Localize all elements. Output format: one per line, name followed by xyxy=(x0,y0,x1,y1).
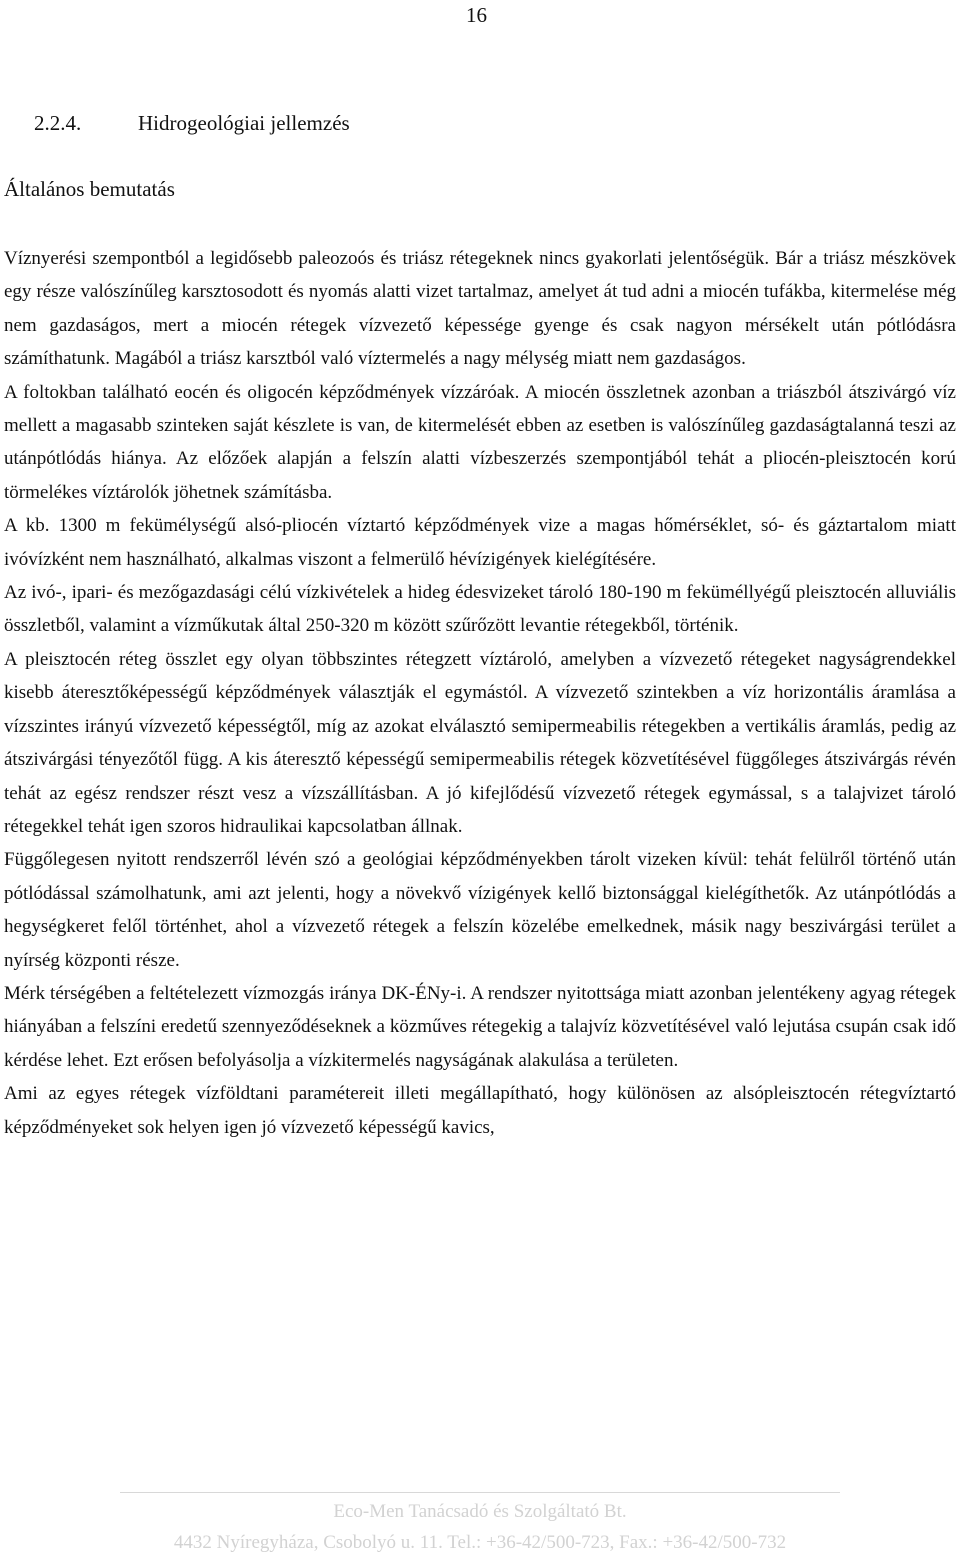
paragraph: Víznyerési szempontból a legidősebb paleozoós és triász rétegeknek nincs gyakorlati jelentőségük. Bár a triász mészkövek egy része valószínűleg karsztosodott és nyomás alatti vizet tartalmaz, amelyet át tud adni a miocén tufákba, kitermelése még nem gazdaságos, mert a miocén rétegek vízvezető képessége gyenge és csak nagyon mérsékelt után pótlódásra számíthatunk. Magából a triász karsztból való víztermelés a nagy mélység miatt nem gazdaságos. xyxy=(4,248,956,370)
body-text xyxy=(4,242,956,1144)
paragraph: Mérk térségében a feltételezett vízmozgás iránya DK-ÉNy-i. A rendszer nyitottsága miatt azonban jelentékeny agyag rétegek hiányában a felszíni eredetű szennyeződéseknek a közműves rétegekig a talajvíz közvetítésével való lejutása csupán csak idő kérdése lehet. Ezt erősen befolyásolja a vízkitermelés nagyságának alakulása a területen. xyxy=(4,982,956,1071)
paragraph: A foltokban található eocén és oligocén képződmények vízzáróak. A miocén összletnek azonban a triászból átszivárgó víz mellett a magasabb szinteken saját készlete is van, de kitermelését ebben az esetben is valószínűleg gazdaságtalanná teszi az utánpótlódás hiánya. Az előzőek alapján a felszín alatti vízbeszerzés szempontjából tehát a pliocén-pleisztocén korú törmelékes víztárolók jöhetnek számításba. xyxy=(4,381,956,503)
subsection-title: Általános bemutatás xyxy=(4,177,175,201)
paragraph: A kb. 1300 m fekümélységű alsó-pliocén víztartó képződmények vize a magas hőmérséklet, só- és gáztartalom miatt ivóvízként nem használható, alkalmas viszont a felmerülő hévízigények kielégítésére. xyxy=(4,515,956,570)
paragraph: A pleisztocén réteg összlet egy olyan többszintes rétegzett víztároló, amelyben a vízvezető rétegeket nagyságrendekkel kisebb áteresztőképességű képződmények választják el egymástól. A vízvezető szintekben a víz horizontális áramlása a vízszintes irányú vízvezető képességtől, míg az azokat elválasztó semipermeabilis rétegekben a vertikális áramlás, pedig az átszivárgási tényezőtől függ. A kis áteresztő képességű semipermeabilis rétegek közvetítésével függőleges átszivárgás révén tehát az egész rendszer részt vesz a vízszállításban. A jó kifejlődésű vízvezető rétegek egymással, s a talajvizet tároló rétegekkel tehát igen szoros hidraulikai kapcsolatban állnak. xyxy=(4,648,956,837)
paragraph: Függőlegesen nyitott rendszerről lévén szó a geológiai képződményekben tárolt vizeken kívül: tehát felülről történő után pótlódással számolhatunk, ami azt jelenti, hogy a növekvő vízigények kellő biztonsággal kielégíthetők. Az utánpótlódás a hegységkeret felől történhet, ahol a vízvezető rétegek a felszín közelébe emelkednek, másik nagy beszivárgási terület a nyírség központi része. xyxy=(4,849,956,971)
footer-divider xyxy=(120,1492,840,1493)
footer-company: Eco-Men Tanácsadó és Szolgáltató Bt. xyxy=(333,1501,627,1522)
paragraph: Ami az egyes rétegek vízföldtani paramétereit illeti megállapítható, hogy különösen az alsópleisztocén rétegvíztartó képződményeket sok helyen igen jó vízvezető képességű kavics, xyxy=(4,1083,956,1138)
page-number: 16 xyxy=(466,3,487,27)
section-title: Hidrogeológiai jellemzés xyxy=(138,111,350,135)
footer-address: 4432 Nyíregyháza, Csobolyó u. 11. Tel.: +36-42/500-723, Fax.: +36-42/500-732 xyxy=(173,1532,787,1553)
paragraph: Az ivó-, ipari- és mezőgazdasági célú vízkivételek a hideg édesvizeket tároló 180-190 m feküméllyégű pleisztocén alluviális összletből, valamint a vízműkutak által 250-320 m között szűrőzött levantie rétegekből, történik. xyxy=(4,582,956,637)
section-heading xyxy=(34,110,350,136)
section-number: 2.2.4. xyxy=(34,111,82,135)
